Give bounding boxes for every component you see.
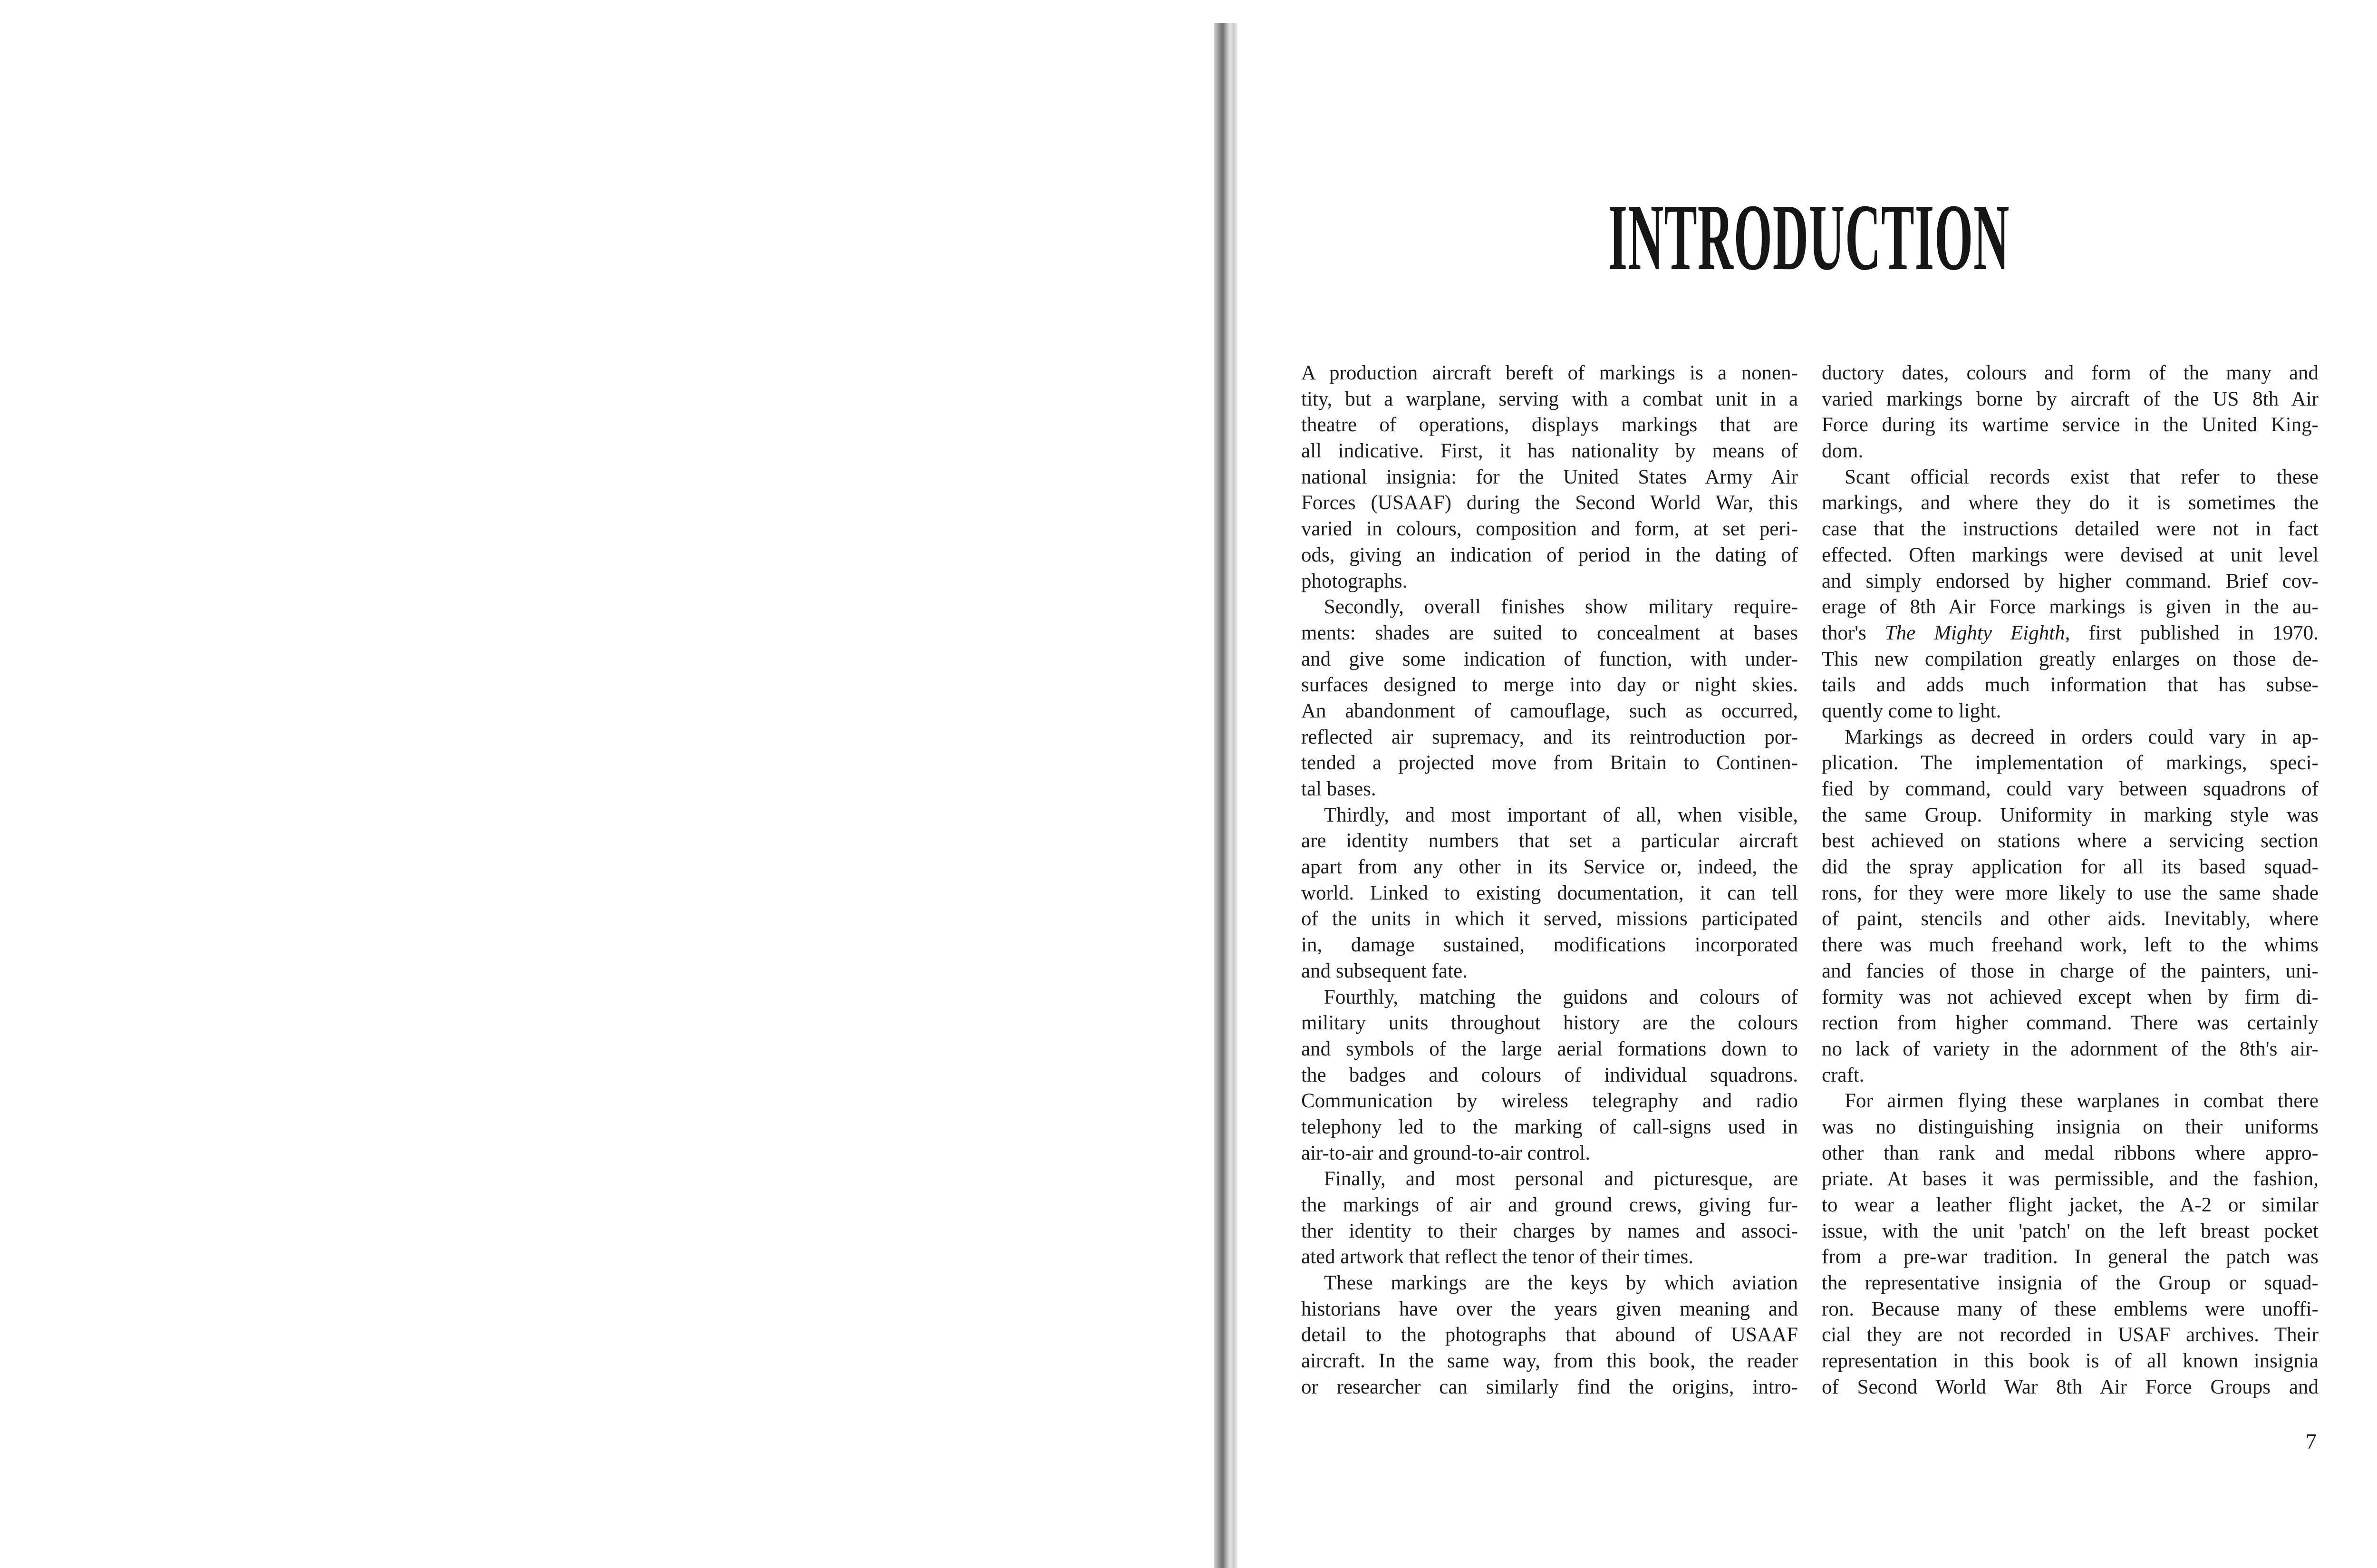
text-line: from a pre-war tradition. In general the patch was <box>1822 1246 2319 1268</box>
text-line: air-to-air and ground-to-air control. <box>1301 1142 1591 1164</box>
text-line: An abandonment of camouflage, such as occurred, <box>1301 699 1798 722</box>
text-span: thor's <box>1822 621 1885 644</box>
text-line: apart from any other in its Service or, indeed, the <box>1301 856 1798 879</box>
text-line: Fourthly, matching the guidons and colours of <box>1324 986 1798 1008</box>
text-line: tended a projected move from Britain to Continen- <box>1301 752 1798 774</box>
text-line: and simply endorsed by higher command. Brief cov- <box>1822 570 2319 592</box>
text-line: fied by command, could vary between squadrons of <box>1822 778 2319 800</box>
text-line: markings, and where they do it is sometimes the <box>1822 492 2319 514</box>
text-line: quently come to light. <box>1822 699 2001 722</box>
text-line: all indicative. First, it has nationality by means of <box>1301 440 1798 463</box>
text-line: case that the instructions detailed were not in fact <box>1822 518 2319 541</box>
text-line: craft. <box>1822 1064 1865 1086</box>
paragraph <box>1822 465 2319 725</box>
paragraph <box>1822 1088 2319 1400</box>
paragraph <box>1301 985 1798 1167</box>
book-title-italic: The Mighty Eighth <box>1884 621 2065 644</box>
text-line: and fancies of those in charge of the painters, uni- <box>1822 959 2319 982</box>
text-line: world. Linked to existing documentation, it can tell <box>1301 881 1798 904</box>
text-line: erage of 8th Air Force markings is given in the au- <box>1822 596 2319 619</box>
text-line: aircraft. In the same way, from this book, the reader <box>1301 1350 1798 1373</box>
text-line: ther identity to their charges by names and associ- <box>1301 1220 1798 1242</box>
text-line: national insignia: for the United States Army Air <box>1301 465 1798 488</box>
text-column-right <box>1822 360 2319 1401</box>
text-line: there was much freehand work, left to the whims <box>1822 934 2319 957</box>
text-line: in, damage sustained, modifications incorporated <box>1301 934 1798 957</box>
text-line: or researcher can similarly find the origins, intro- <box>1301 1375 1798 1398</box>
paragraph <box>1301 360 1798 594</box>
text-line: ductory dates, colours and form of the many and <box>1822 362 2319 384</box>
text-line: ments: shades are suited to concealment at bases <box>1301 621 1798 644</box>
text-line: Thirdly, and most important of all, when visible, <box>1324 803 1798 826</box>
text-line: of paint, stencils and other aids. Inevitably, where <box>1822 908 2319 930</box>
text-line: best achieved on stations where a servicing section <box>1822 830 2319 852</box>
text-line: Force during its wartime service in the United King- <box>1822 414 2319 436</box>
paragraph <box>1301 1166 1798 1270</box>
paragraph <box>1301 594 1798 803</box>
text-line: the same Group. Uniformity in marking style was <box>1822 803 2319 826</box>
text-line: representation in this book is of all known insignia <box>1822 1350 2319 1373</box>
text-line: effected. Often markings were devised at unit level <box>1822 543 2319 566</box>
text-line: ron. Because many of these emblems were unoffi- <box>1822 1297 2319 1320</box>
text-line: dom. <box>1822 440 1864 463</box>
text-line: varied in colours, composition and form, at set peri- <box>1301 518 1798 541</box>
text-line: tails and adds much information that has subse- <box>1822 674 2319 697</box>
text-line: These markings are the keys by which aviation <box>1324 1272 1798 1295</box>
text-line: telephony led to the marking of call-signs used in <box>1301 1115 1798 1138</box>
text-line: priate. At bases it was permissible, and the fashion, <box>1822 1168 2319 1191</box>
text-line: and subsequent fate. <box>1301 959 1468 982</box>
text-line: to wear a leather flight jacket, the A-2 or similar <box>1822 1194 2319 1216</box>
text-line: Secondly, overall finishes show military require- <box>1324 596 1798 619</box>
paragraph <box>1301 1270 1798 1400</box>
text-line: and give some indication of function, with under- <box>1301 648 1798 670</box>
text-line: tity, but a warplane, serving with a combat unit in a <box>1301 387 1798 410</box>
text-line: historians have over the years given meaning and <box>1301 1297 1798 1320</box>
paragraph <box>1301 803 1798 985</box>
text-line: cial they are not recorded in USAF archives. Their <box>1822 1324 2319 1346</box>
text-line: ods, giving an indication of period in the dating of <box>1301 543 1798 566</box>
text-line: rons, for they were more likely to use the same shade <box>1822 881 2319 904</box>
text-line: theatre of operations, displays markings that are <box>1301 414 1798 436</box>
text-line: Forces (USAAF) during the Second World War, this <box>1301 492 1798 514</box>
page-number: 7 <box>2306 1429 2317 1453</box>
text-line: the badges and colours of individual squadrons. <box>1301 1064 1798 1086</box>
text-line: tal bases. <box>1301 778 1376 800</box>
text-line: Finally, and most personal and picturesque, are <box>1324 1168 1798 1191</box>
text-line: surfaces designed to merge into day or night skies. <box>1301 674 1798 697</box>
text-line: detail to the photographs that abound of USAAF <box>1301 1324 1798 1346</box>
text-line: military units throughout history are the colours <box>1301 1012 1798 1035</box>
text-line: photographs. <box>1301 570 1408 592</box>
text-line: varied markings borne by aircraft of the US 8th Air <box>1822 387 2319 410</box>
text-line: plication. The implementation of markings, speci- <box>1822 752 2319 774</box>
text-line: no lack of variety in the adornment of the 8th's air- <box>1822 1037 2319 1060</box>
paragraph <box>1822 360 2319 465</box>
text-line: and symbols of the large aerial formations down to <box>1301 1037 1798 1060</box>
text-line: Communication by wireless telegraphy and radio <box>1301 1090 1798 1113</box>
text-line: formity was not achieved except when by firm di- <box>1822 986 2319 1008</box>
text-line: did the spray application for all its based squad- <box>1822 856 2319 879</box>
book-spine-gutter <box>1214 23 1237 1568</box>
paragraph <box>1822 725 2319 1089</box>
text-line: was no distinguishing insignia on their uniforms <box>1822 1115 2319 1138</box>
text-line: Markings as decreed in orders could vary in ap- <box>1845 726 2319 748</box>
text-line: ated artwork that reflect the tenor of their times. <box>1301 1246 1694 1268</box>
page-title: INTRODUCTION <box>1608 185 2010 290</box>
text-line: reflected air supremacy, and its reintroduction por- <box>1301 726 1798 748</box>
text-line: For airmen flying these warplanes in combat there <box>1845 1090 2319 1113</box>
text-span: , first published in 1970. <box>2065 621 2319 644</box>
text-line: the markings of air and ground crews, giving fur- <box>1301 1194 1798 1216</box>
text-line: Scant official records exist that refer to these <box>1845 465 2319 488</box>
text-line <box>1822 620 2319 647</box>
text-line: This new compilation greatly enlarges on those de- <box>1822 648 2319 670</box>
text-line: A production aircraft bereft of markings is a nonen- <box>1301 362 1798 384</box>
text-line: the representative insignia of the Group or squad- <box>1822 1272 2319 1295</box>
text-line: are identity numbers that set a particular aircraft <box>1301 830 1798 852</box>
text-line: of Second World War 8th Air Force Groups and <box>1822 1375 2319 1398</box>
text-line: other than rank and medal ribbons where appro- <box>1822 1142 2319 1164</box>
text-line: of the units in which it served, missions participated <box>1301 908 1798 930</box>
text-column-left <box>1301 360 1798 1401</box>
text-line: rection from higher command. There was certainly <box>1822 1012 2319 1035</box>
text-line: issue, with the unit 'patch' on the left breast pocket <box>1822 1220 2319 1242</box>
